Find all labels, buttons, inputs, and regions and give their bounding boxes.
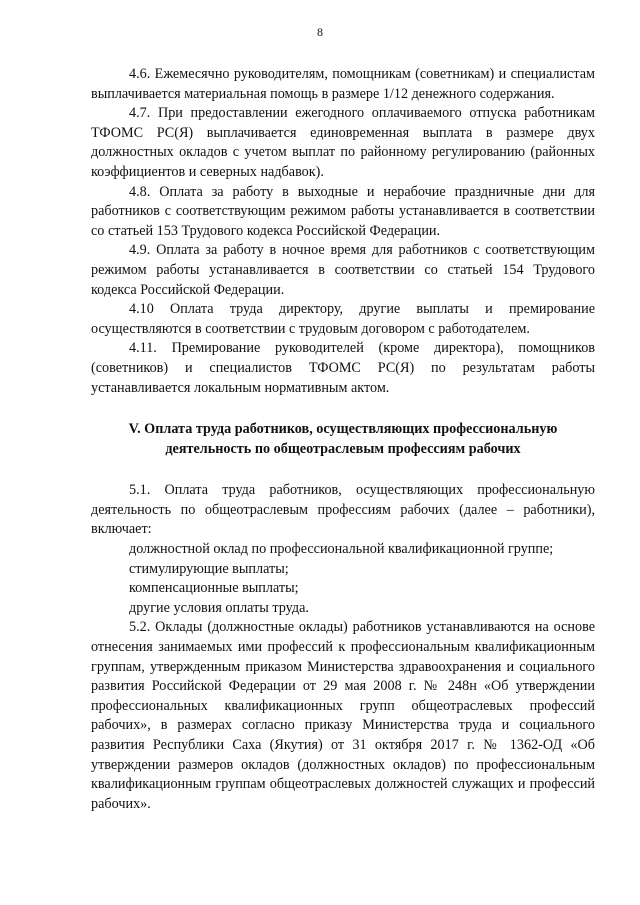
spacer (91, 398, 595, 420)
section-heading-line-1: V. Оплата труда работников, осуществляющих профессиональную (128, 421, 558, 438)
paragraph-4-10: 4.10 Оплата труда директору, другие выплаты и премирование осуществляются в соответствии с трудовым договором с работодателем. (91, 301, 595, 337)
paragraph-4-9: 4.9. Оплата за работу в ночное время для работников с соответствующим режимом работы устанавливается в соответствии со статьей 154 Трудового кодекса Российской Федерации. (91, 242, 595, 298)
list-item: должностной оклад по профессиональной квалификационной группе; (129, 541, 554, 558)
document-body (91, 65, 595, 814)
paragraph-5-1: 5.1. Оплата труда работников, осуществляющих профессиональную деятельность по общеотраслевым профессиям рабочих (далее – работники), включает: (91, 482, 595, 538)
list-item: компенсационные выплаты; (129, 580, 299, 597)
section-heading-line-2: деятельность по общеотраслевым профессиям рабочих (165, 440, 521, 457)
list-item: стимулирующие выплаты; (129, 560, 289, 577)
paragraph-4-8: 4.8. Оплата за работу в выходные и нерабочие праздничные дни для работников с соответствующим режимом работы устанавливается в соответствии со статьей 153 Трудового кодекса Российской Федерации. (91, 183, 595, 239)
paragraph-5-2: 5.2. Оклады (должностные оклады) работников устанавливаются на основе отнесения занимаемых ими профессий к профессиональным квалификационным группам, утвержденным приказом Министерства здравоохранения и социального развития Российской Федерации от 29 мая 2008 г. № 248н «Об утверждении профессиональных квалификационных групп общеотраслевых профессий рабочих», в размерах согласно приказу Министерства труда и социального развития Республики Саха (Якутия) от 31 октября 2017 г. № 1362-ОД «Об утверждении размеров окладов (должностных окладов) по профессиональным квалификационным группам общеотраслевых должностей служащих и профессий рабочих». (91, 619, 595, 812)
spacer (91, 459, 595, 481)
paragraph-4-11: 4.11. Премирование руководителей (кроме директора), помощников (советников) и специалистов ТФОМС РС(Я) по результатам работы устанавливается локальным нормативным актом. (91, 340, 595, 396)
list-item: другие условия оплаты труда. (129, 599, 309, 616)
paragraph-4-7: 4.7. При предоставлении ежегодного оплачиваемого отпуска работникам ТФОМС РС(Я) выплачивается единовременная выплата в размере двух должностных окладов с учетом выплат по районному регулированию (районных коэффициентов и северных надбавок). (91, 105, 595, 180)
paragraph-4-6: 4.6. Ежемесячно руководителям, помощникам (советникам) и специалистам выплачивается материальная помощь в размере 1/12 денежного содержания. (91, 66, 595, 102)
page-number: 8 (317, 25, 323, 39)
